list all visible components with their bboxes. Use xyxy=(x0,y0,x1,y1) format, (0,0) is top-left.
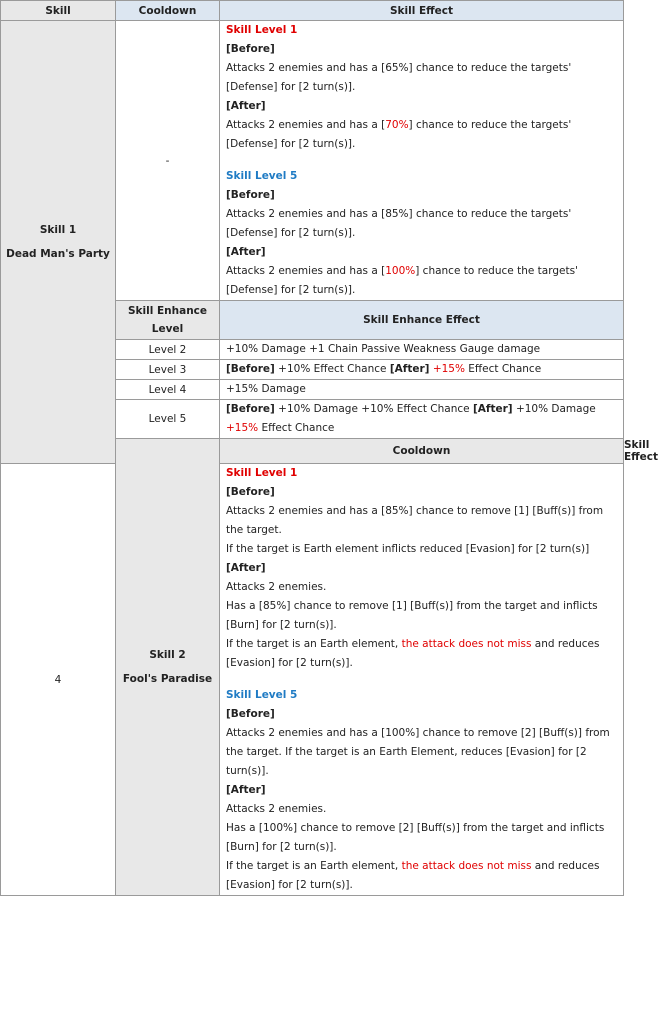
skill1-effect xyxy=(220,21,624,301)
skill1-lv5-after-text: Attacks 2 enemies and has a [100%] chance to reduce the targets' [Defense] for [2 turn(s)]. xyxy=(226,265,578,296)
skill2-name-cell xyxy=(116,439,220,896)
header-skill: Skill xyxy=(1,1,116,21)
skill1-enh-level5: Level 5 xyxy=(116,400,220,439)
skill2-title: Fool's Paradise xyxy=(122,673,213,685)
skill1-lv1-label: Skill Level 1 xyxy=(226,24,298,36)
skill2-effect: Skill Level 1 [Before] Attacks 2 enemies and has a [85%] chance to remove [1] [Buff(s)] from the target. If the target is Earth element inflicts reduced [Evasion] for [2 turn(s)] [After] Attacks 2 enemies. Has a [85%] chance to remove [1] [Buff(s)] from the target and inflicts [Burn] for [2 turn(s)]. If the target is an Earth element, the attack does not miss and reduces [Evasion] for [2 turn(s)]. Skill Level 5 [Before] Attacks 2 enemies and has a [100%] chance to remove [2] [Buff(s)] from the target. If the target is an Earth Element, reduces [Evasion] for [2 turn(s)]. [After] Attacks 2 enemies. Has a [100%] chance to remove [2] [Buff(s)] from the target and inflicts [Burn] for [2 turn(s)]. If the target is an Earth element, the attack does not miss and reduces [Evasion] for [2 turn(s)]. xyxy=(220,464,624,896)
skill1-name: Skill 1 xyxy=(39,224,77,236)
skill1-enh-level5-effect: [Before] +10% Damage +10% Effect Chance [After] +10% Damage +15% Effect Chance xyxy=(220,400,624,439)
header-enhance-level: Skill Enhance Level xyxy=(116,301,220,340)
header-skill-effect: Skill Effect xyxy=(220,1,624,21)
skill1-lv5-after-label: [After] xyxy=(226,246,266,258)
skill1-lv5-before-label: [Before] xyxy=(226,189,275,201)
skill1-enh-level2: Level 2 xyxy=(116,340,220,360)
skill1-name-cell xyxy=(1,21,116,464)
skill1-lv5-before-text: Attacks 2 enemies and has a [85%] chance to reduce the targets' [Defense] for [2 turn(s)]. xyxy=(226,208,572,239)
skill1-lv1-after-text: Attacks 2 enemies and has a [70%] chance to reduce the targets' [Defense] for [2 turn(s)]. xyxy=(226,119,572,150)
skill1-lv1-before-label: [Before] xyxy=(226,43,275,55)
skill1-lv1-after-label: [After] xyxy=(226,100,266,112)
skill1-lv5-label: Skill Level 5 xyxy=(226,170,298,182)
skill1-enh-level3: Level 3 xyxy=(116,360,220,380)
skill1-enh-level3-effect: [Before] +10% Effect Chance [After] +15% Effect Chance xyxy=(220,360,624,380)
skill1-cooldown: - xyxy=(116,21,220,301)
skill1-enh-level4: Level 4 xyxy=(116,380,220,400)
skill1-enh-level2-effect: +10% Damage +1 Chain Passive Weakness Gauge damage xyxy=(220,340,624,360)
header-enhance-effect: Skill Enhance Effect xyxy=(220,301,624,340)
header-cooldown: Cooldown xyxy=(116,1,220,21)
skill-table: Skill Cooldown Skill Effect Skill 1 Dead Man's Party - Skill Level 1 [Before] Attacks 2 enemies and has a [65%] chance to reduce the targets' [Defense] for [2 turn(s)]. [After] Attacks 2 enemies and has a [70%] chance to reduce the targets' [Defense] for [2 turn(s)]. Skill Level 5 [Before] Attacks 2 enemies and has a [85%] chance to reduce the targets' [Defense] for [2 turn(s)]. [After] Attacks 2 enemies and has a [100%] chance to reduce the targets' [Defense] for [2 turn(s)]. Skill Enhance Level Skill Enhance Effect Level 2 +10% Damage +1 Chain Passive Weakness Gauge damage Level 3 [Before] +10% Effect Chance [After] +15% Effect Chance Level 4 +15% Damage Level 5 [Before] +10% Damage +10% Effect Chance [After] +10% Damage +15% Effect Chance Skill 2 Fool's Paradise Cooldown Skill Effect 4 Skill Level 1 [Before] Attacks 2 enemies and has a [85%] chance to remove [1] [Buff(s)] from the target. If the target is Earth element inflicts reduced [Evasion] for [2 turn(s)] [After] Attacks 2 enemies. Has a [85%] chance to remove [1] [Buff(s)] from the target and inflicts [Burn] for [2 turn(s)]. If the target is an Earth element, the attack does not miss and reduces [Evasion] for [2 turn(s)]. Skill Level 5 [Before] Attacks 2 enemies and has a [100%] chance to remove [2] [Buff(s)] from the target. If the target is an Earth Element, reduces [Evasion] for [2 turn(s)]. [After] Attacks 2 enemies. Has a [100%] chance to remove [2] [Buff(s)] from the target and inflicts [Burn] for [2 turn(s)]. If the target is an Earth element, the attack does not miss and reduces [Evasion] for [2 turn(s)]. xyxy=(0,0,624,896)
skill1-lv1-before-text: Attacks 2 enemies and has a [65%] chance to reduce the targets' [Defense] for [2 turn(s)]. xyxy=(226,62,572,93)
skill1-enh-level4-effect: +15% Damage xyxy=(220,380,624,400)
skill2-name: Skill 2 xyxy=(149,649,186,661)
skill1-title: Dead Man's Party xyxy=(6,248,110,260)
skill2-header-cooldown: Cooldown xyxy=(220,439,624,464)
skill2-cooldown: 4 xyxy=(1,464,116,896)
